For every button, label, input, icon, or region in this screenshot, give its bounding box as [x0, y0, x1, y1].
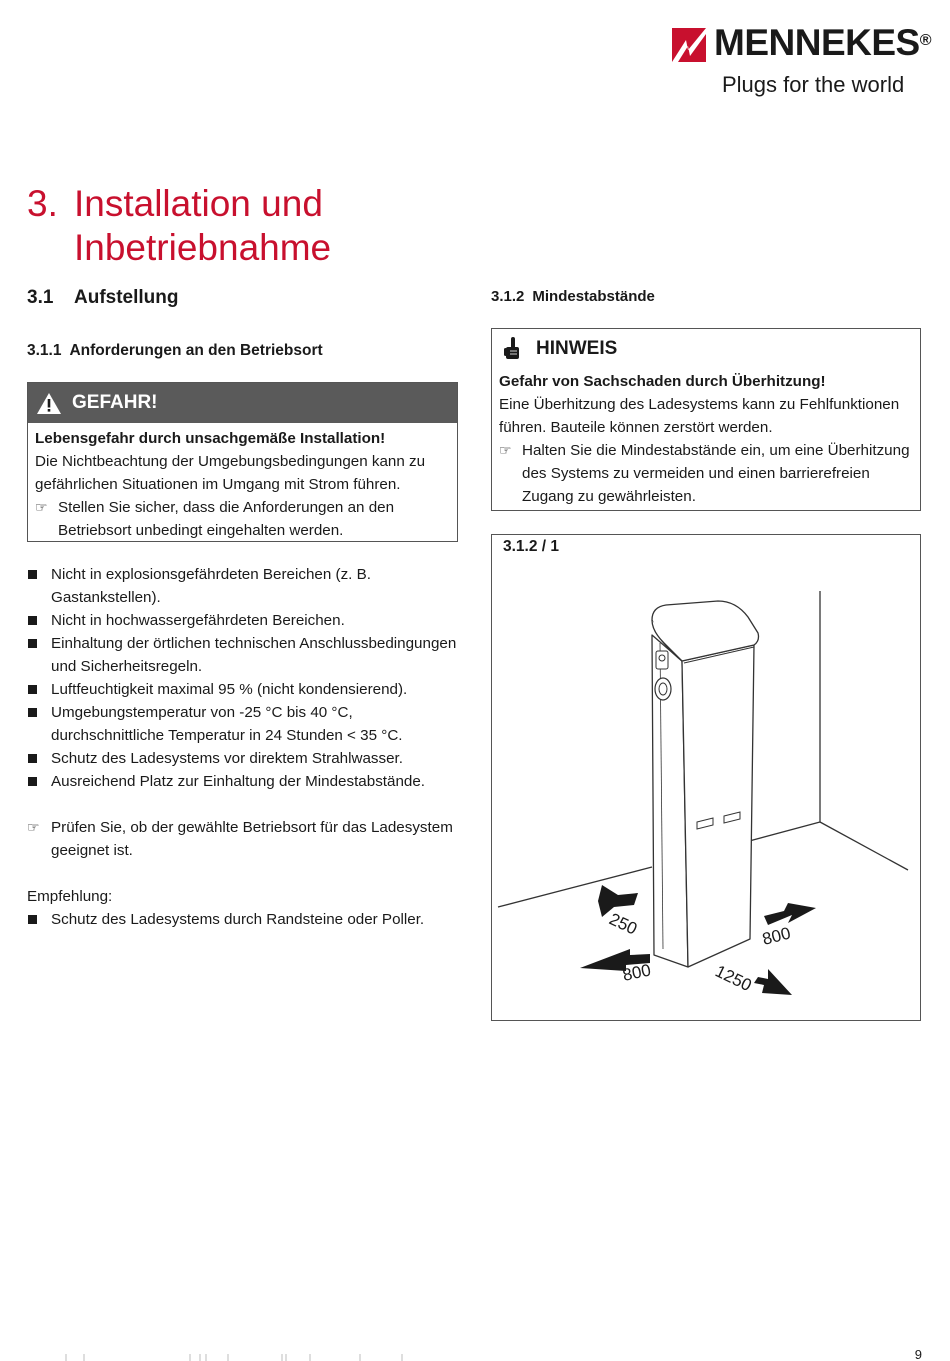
danger-body: [28, 423, 457, 542]
brand-tagline: Plugs for the world: [722, 72, 905, 97]
notice-text: Eine Überhitzung des Ladesystems kann zu Fehlfunktionen führen. Bauteile können zerstört werden.: [499, 396, 900, 436]
list-item: Nicht in explosionsgefährdeten Bereichen (z. B. Gastankstellen).: [27, 563, 467, 609]
mennekes-logo-icon: [672, 28, 706, 62]
footer-marks: [60, 1354, 420, 1361]
chapter-title-line1: Installation und: [74, 183, 323, 224]
brand-header: [672, 22, 944, 102]
danger-box: [27, 382, 458, 542]
requirements-list: [27, 563, 467, 793]
notice-box: [491, 328, 921, 511]
pointing-hand-icon: [504, 337, 520, 361]
notice-body: [492, 369, 920, 508]
danger-label: GEFAHR!: [72, 392, 158, 413]
warning-triangle-icon: [36, 392, 62, 415]
figure-minimum-distances: [491, 534, 921, 1021]
pointing-hand-icon: ☞: [499, 442, 512, 458]
page-number: 9: [914, 1347, 922, 1361]
chapter-title-line2: Inbetriebnahme: [74, 227, 332, 268]
subsection-heading-311: 3.1.1 Anforderungen an den Betriebsort: [27, 342, 323, 359]
distance-back-label: 250: [606, 909, 641, 939]
notice-instruction: ☞ Halten Sie die Mindestabstände ein, um eine Überhitzung des Systems zu vermeiden und einen barrierefreien Zugang zu gewährleisten.: [499, 439, 913, 508]
list-item: Ausreichend Platz zur Einhaltung der Mindestabstände.: [27, 770, 467, 793]
brand-name: MENNEKES®: [714, 22, 931, 63]
subsection-heading-312: 3.1.2 Mindestabstände: [491, 288, 655, 305]
notice-label: HINWEIS: [536, 338, 618, 359]
section-heading: 3.1 Aufstellung: [27, 287, 179, 308]
charging-station-illustration: [492, 535, 922, 1022]
list-item: Schutz des Ladesystems vor direktem Strahlwasser.: [27, 747, 467, 770]
list-item: Einhaltung der örtlichen technischen Anschlussbedingungen und Sicherheitsregeln.: [27, 632, 467, 678]
list-item: Schutz des Ladesystems durch Randsteine oder Poller.: [27, 908, 467, 931]
distance-left-label: 800: [620, 960, 653, 985]
danger-header: [28, 383, 457, 423]
chapter-number: 3.: [27, 183, 58, 224]
distance-front-label: 1250: [712, 961, 755, 996]
list-item: Nicht in hochwassergefährdeten Bereichen.: [27, 609, 467, 632]
figure-label: 3.1.2 / 1: [503, 538, 560, 555]
list-item: Luftfeuchtigkeit maximal 95 % (nicht kondensierend).: [27, 678, 467, 701]
danger-text: Die Nichtbeachtung der Umgebungsbedingungen kann zu gefährlichen Situationen im Umgang mit Strom führen.: [35, 453, 426, 493]
danger-headline: Lebensgefahr durch unsachgemäße Installation!: [35, 430, 386, 447]
pointing-hand-icon: ☞: [27, 819, 40, 835]
notice-header: [492, 329, 920, 369]
brand-logo: [672, 22, 944, 64]
notice-headline: Gefahr von Sachschaden durch Überhitzung!: [499, 373, 826, 390]
danger-instruction: ☞ Stellen Sie sicher, dass die Anforderungen an den Betriebsort unbedingt eingehalten werden.: [35, 496, 450, 542]
list-item: Umgebungstemperatur von -25 °C bis 40 °C, durchschnittliche Temperatur in 24 Stunden < 35 °C.: [27, 701, 467, 747]
distance-right-label: 800: [760, 923, 793, 949]
pointing-hand-icon: ☞: [35, 499, 48, 515]
recommendation-label: Empfehlung:: [27, 888, 113, 905]
chapter-title: [27, 182, 331, 270]
check-instruction: ☞ Prüfen Sie, ob der gewählte Betriebsort für das Ladesystem geeignet ist.: [27, 816, 467, 862]
recommendation: [27, 885, 467, 931]
